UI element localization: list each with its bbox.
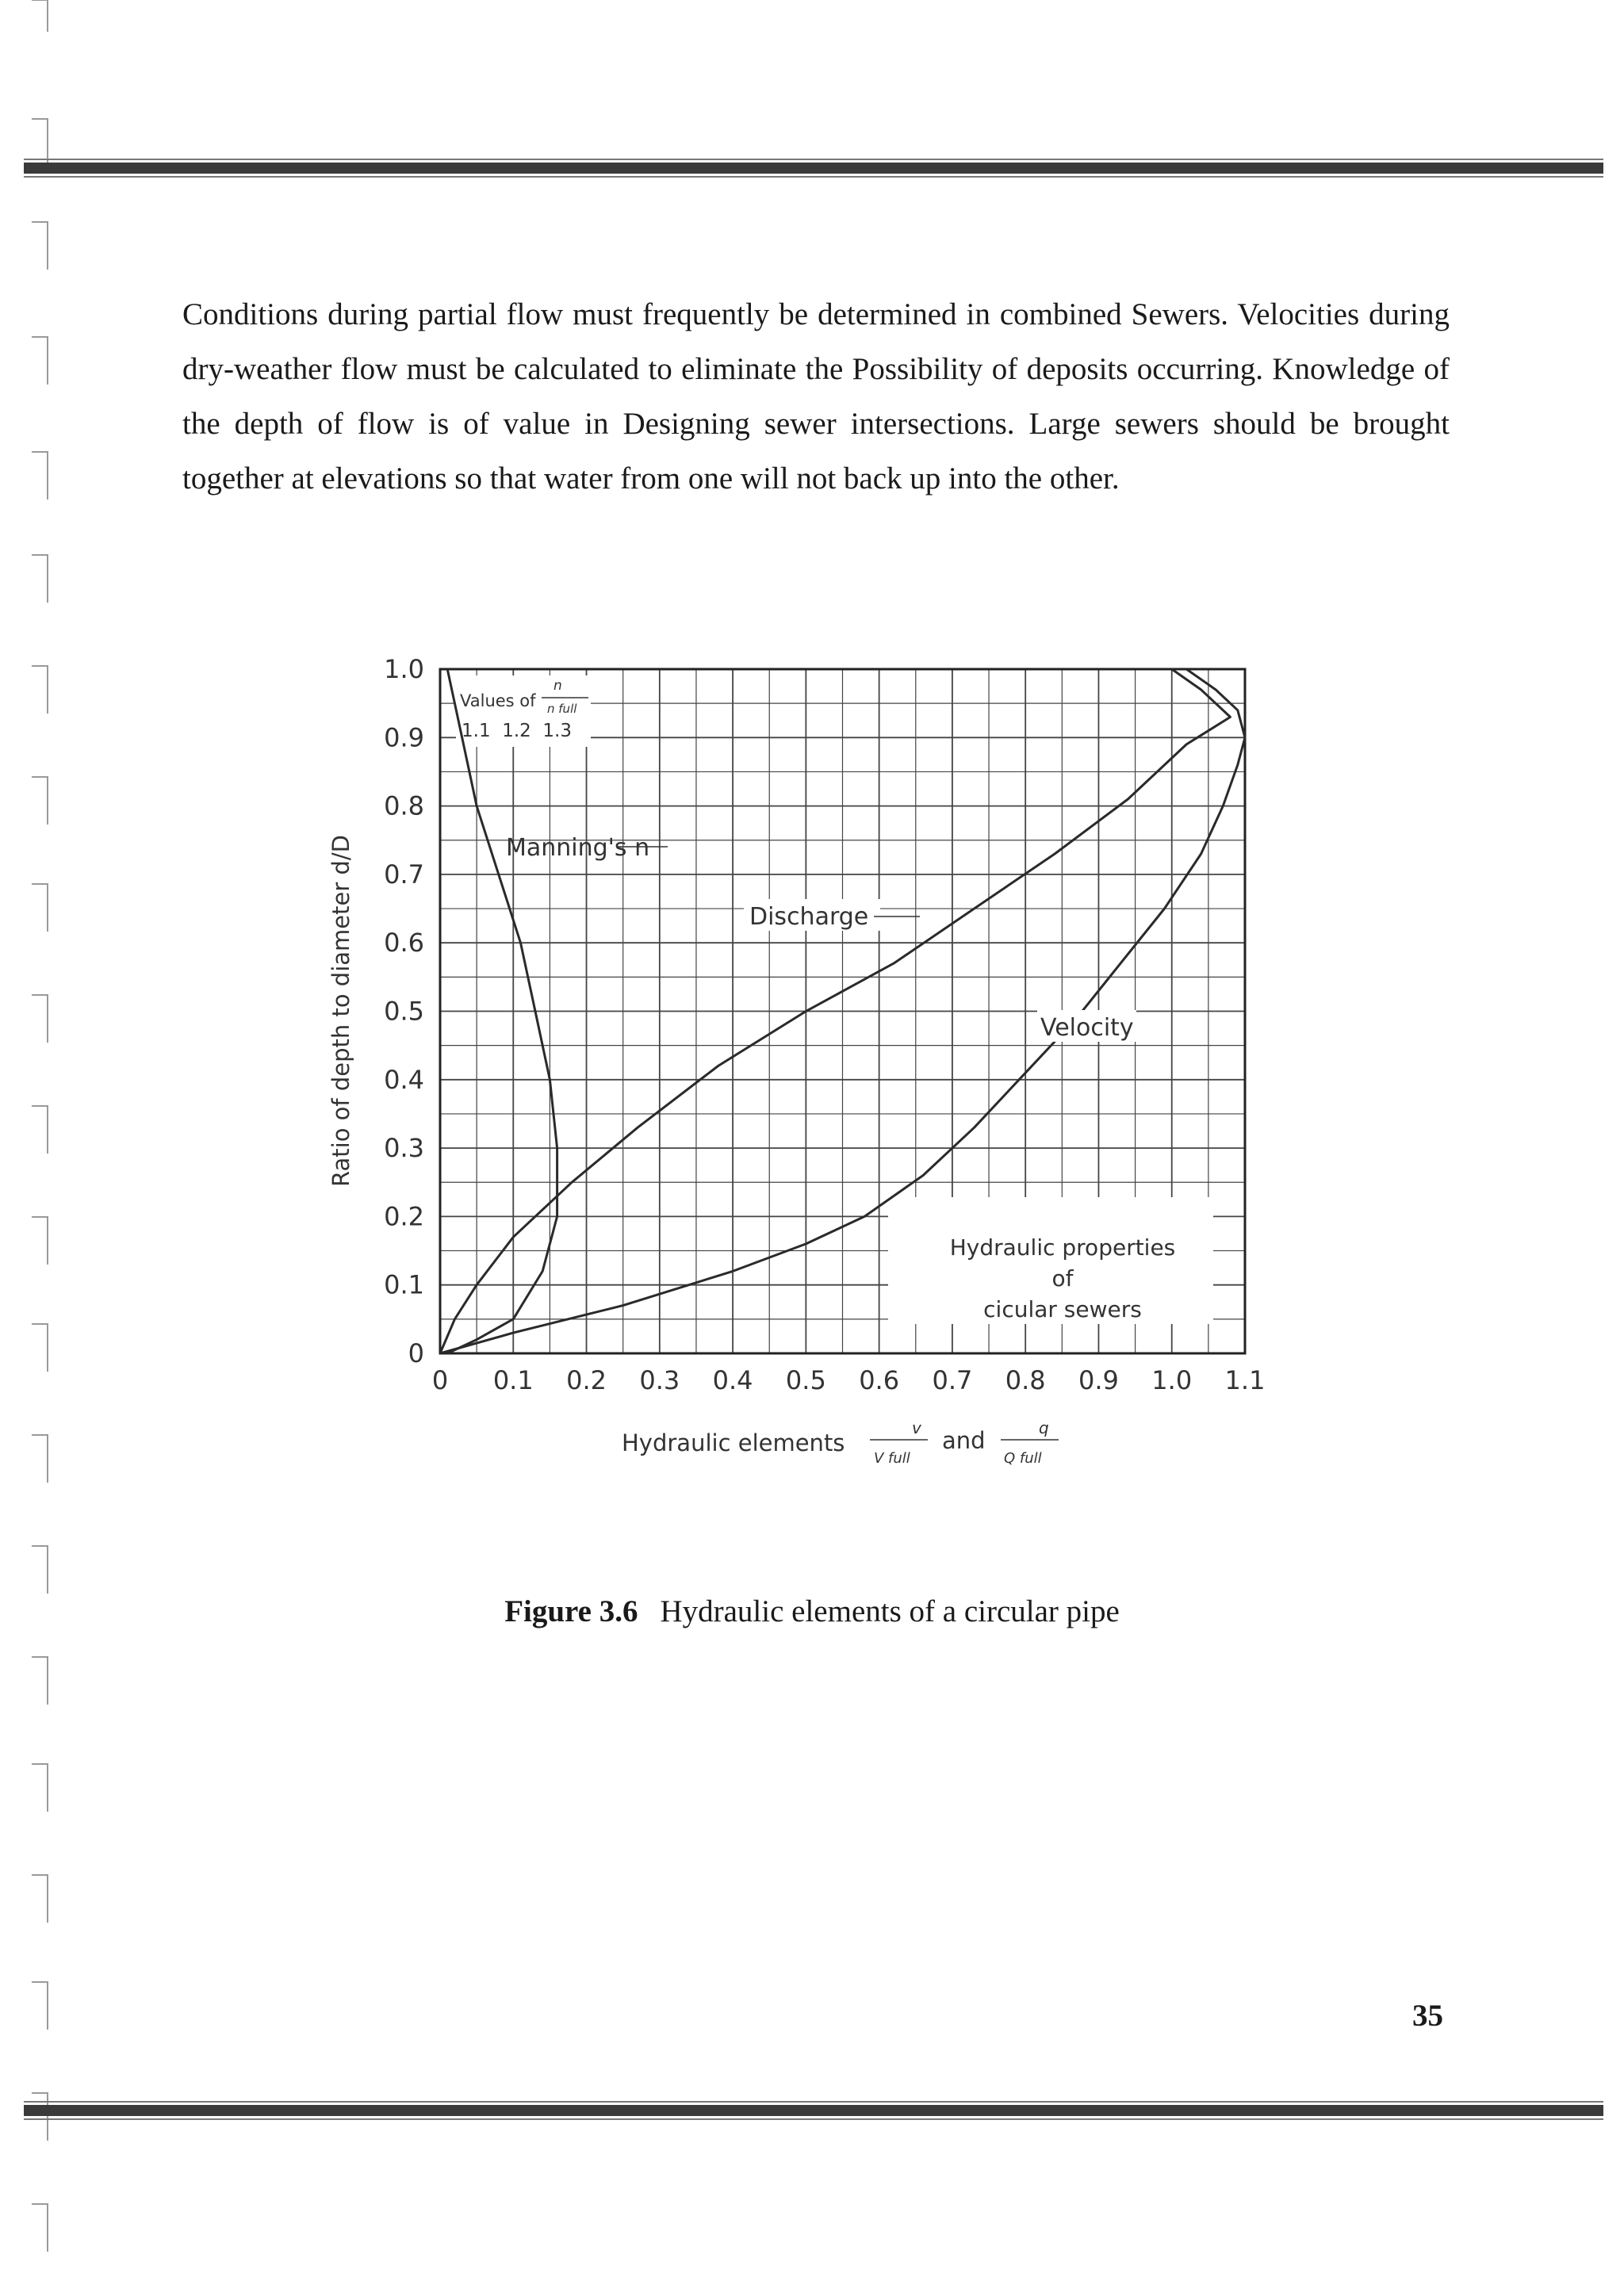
x-tick-label: 0.5 [785,1365,826,1395]
x-tick-label: 0.6 [859,1365,900,1395]
figure-caption-text: Hydraulic elements of a circular pipe [660,1594,1120,1628]
y-tick-label: 0.1 [384,1269,424,1300]
x-tick-label: 0.1 [492,1365,534,1395]
x-axis-ticks [432,1365,1266,1395]
values-legend-values: 1.1 1.2 1.3 [462,721,572,741]
x-tick-label: 0.2 [566,1365,607,1395]
x-axis-label-frac1-num: v [912,1418,921,1437]
values-legend-frac-num: n [553,678,562,694]
annotation-discharge: Discharge [749,903,869,931]
y-tick-label: 0.6 [384,928,424,959]
y-tick-label: 1.0 [384,654,424,684]
x-axis-label-prefix: Hydraulic elements [622,1429,845,1456]
bottom-rule [24,2105,1603,2116]
y-tick-label: 0.7 [384,859,424,890]
annotation-velocity: Velocity [1040,1014,1134,1042]
x-tick-label: 1.0 [1151,1365,1193,1395]
y-axis-ticks [384,654,424,1368]
x-tick-label: 1.1 [1224,1365,1266,1395]
x-axis-label-frac2-num: q [1039,1418,1049,1437]
y-tick-label: 0.4 [384,1064,424,1095]
x-axis-label-frac2-den: Q full [1004,1450,1042,1467]
x-tick-label: 0.8 [1005,1365,1046,1395]
figure-caption [0,1594,1624,1629]
y-tick-label: 0.5 [384,996,424,1027]
x-axis-label-joiner: and [942,1427,986,1454]
inset-label-line-1: Hydraulic properties [949,1234,1176,1261]
y-tick-label: 0.8 [384,790,424,821]
x-tick-label: 0.4 [712,1365,753,1395]
body-paragraph: Conditions during partial flow must frequently be determined in combined Sewers. Velocities during dry-weather flow must be calculated to eliminate the Possibility of deposits occurring. Knowledge of the depth of flow is of value in Designing sewer intersections. Large sewers should be brought together at elevations so that water from one will not back up into the other. [182,297,1450,496]
x-tick-label: 0 [431,1365,449,1395]
annotation-mannings-n: Manning's n [506,834,650,862]
x-tick-label: 0.9 [1078,1365,1119,1395]
y-axis-label: Ratio of depth to diameter d/D [327,835,354,1187]
x-tick-label: 0.3 [639,1365,680,1395]
figure-caption-label: Figure 3.6 [504,1594,638,1628]
y-tick-label: 0.3 [384,1133,424,1164]
x-axis-label-frac1-den: V full [874,1450,910,1467]
inset-label-line-3: cicular sewers [983,1296,1142,1322]
values-legend-prefix: Values of [460,691,536,710]
inset-label-line-2: of [1051,1265,1074,1292]
x-tick-label: 0.7 [932,1365,973,1395]
y-tick-label: 0 [408,1338,424,1368]
values-legend-frac-den: n full [547,702,577,716]
page-number: 35 [1412,1999,1443,2033]
y-tick-label: 0.2 [384,1201,424,1232]
x-axis-label [622,1418,1059,1467]
y-tick-label: 0.9 [384,722,424,753]
